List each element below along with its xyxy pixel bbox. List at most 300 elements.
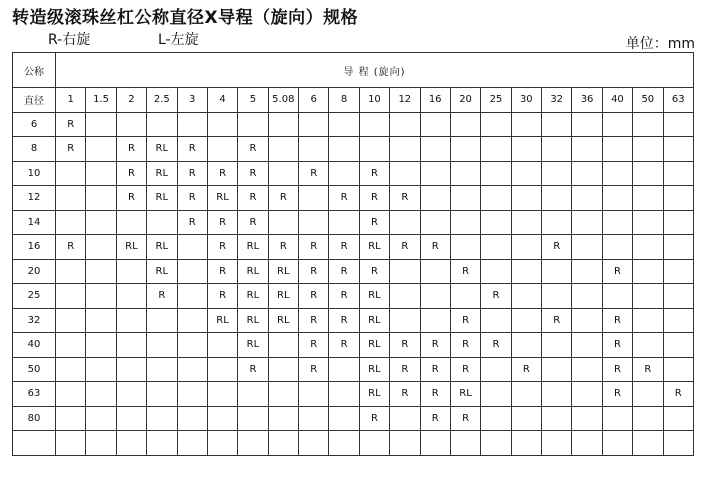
lead-group-header: 导 程 (旋向) xyxy=(56,53,694,88)
spec-cell: R xyxy=(602,357,632,382)
spec-cell xyxy=(602,137,632,162)
spec-cell xyxy=(177,284,207,309)
spec-cell: R xyxy=(420,357,450,382)
spec-cell: R xyxy=(56,235,86,260)
spec-cell xyxy=(147,406,177,431)
spec-cell xyxy=(268,357,298,382)
spec-cell xyxy=(572,431,602,456)
spec-cell: R xyxy=(238,137,268,162)
spec-cell: R xyxy=(481,284,511,309)
spec-cell: R xyxy=(299,259,329,284)
spec-cell xyxy=(511,112,541,137)
spec-cell: R xyxy=(329,284,359,309)
spec-cell: R xyxy=(238,210,268,235)
spec-cell: R xyxy=(602,308,632,333)
page-title: 转造级滚珠丝杠公称直径X导程（旋向）规格 xyxy=(12,8,359,28)
diameter-cell: 80 xyxy=(13,406,56,431)
diameter-cell: 14 xyxy=(13,210,56,235)
spec-cell: R xyxy=(299,161,329,186)
spec-cell xyxy=(177,235,207,260)
spec-cell xyxy=(511,333,541,358)
spec-cell xyxy=(572,259,602,284)
spec-cell: RL xyxy=(268,308,298,333)
spec-cell xyxy=(86,382,116,407)
spec-cell xyxy=(633,186,663,211)
spec-cell xyxy=(420,259,450,284)
spec-cell xyxy=(542,259,572,284)
spec-cell xyxy=(56,406,86,431)
spec-cell xyxy=(511,431,541,456)
spec-cell xyxy=(56,259,86,284)
spec-cell xyxy=(359,431,389,456)
spec-cell xyxy=(56,161,86,186)
spec-cell xyxy=(602,161,632,186)
spec-cell xyxy=(56,431,86,456)
spec-cell: R xyxy=(329,186,359,211)
spec-cell: R xyxy=(359,161,389,186)
spec-cell xyxy=(511,382,541,407)
spec-cell xyxy=(663,308,694,333)
spec-cell xyxy=(481,431,511,456)
spec-cell xyxy=(116,308,146,333)
spec-cell xyxy=(450,186,480,211)
spec-cell xyxy=(116,382,146,407)
spec-cell xyxy=(633,284,663,309)
spec-cell xyxy=(116,406,146,431)
spec-cell xyxy=(238,112,268,137)
lead-header-cell: 6 xyxy=(299,88,329,113)
spec-cell: R xyxy=(268,235,298,260)
spec-cell xyxy=(572,406,602,431)
spec-cell xyxy=(663,161,694,186)
spec-cell: R xyxy=(116,186,146,211)
spec-cell xyxy=(86,186,116,211)
spec-cell xyxy=(420,137,450,162)
spec-cell: R xyxy=(450,357,480,382)
spec-cell: R xyxy=(390,235,420,260)
lead-header-cell: 63 xyxy=(663,88,694,113)
spec-cell: R xyxy=(390,357,420,382)
spec-cell: RL xyxy=(238,284,268,309)
spec-cell xyxy=(299,210,329,235)
table-row xyxy=(13,431,694,456)
spec-cell xyxy=(177,406,207,431)
spec-cell: RL xyxy=(450,382,480,407)
spec-cell: R xyxy=(207,161,237,186)
spec-cell xyxy=(390,210,420,235)
spec-cell xyxy=(572,137,602,162)
spec-cell xyxy=(602,210,632,235)
spec-cell: RL xyxy=(116,235,146,260)
spec-cell xyxy=(633,161,663,186)
spec-cell xyxy=(116,357,146,382)
spec-cell xyxy=(390,431,420,456)
spec-cell xyxy=(481,137,511,162)
spec-cell xyxy=(633,382,663,407)
spec-cell xyxy=(329,137,359,162)
spec-cell xyxy=(268,382,298,407)
spec-cell xyxy=(602,431,632,456)
table-row xyxy=(13,382,694,407)
spec-cell xyxy=(602,186,632,211)
spec-cell xyxy=(572,333,602,358)
spec-cell xyxy=(511,137,541,162)
spec-cell xyxy=(299,406,329,431)
diameter-cell: 12 xyxy=(13,186,56,211)
spec-cell xyxy=(56,333,86,358)
spec-cell: R xyxy=(238,357,268,382)
spec-cell xyxy=(207,333,237,358)
spec-cell xyxy=(481,259,511,284)
spec-cell xyxy=(86,161,116,186)
spec-cell xyxy=(116,112,146,137)
spec-cell xyxy=(420,284,450,309)
spec-cell xyxy=(511,284,541,309)
spec-cell: R xyxy=(359,406,389,431)
spec-cell: RL xyxy=(359,333,389,358)
lead-header-cell: 36 xyxy=(572,88,602,113)
lead-header-cell: 12 xyxy=(390,88,420,113)
spec-cell xyxy=(329,406,359,431)
unit-label: 单位：mm xyxy=(625,36,695,52)
spec-cell: R xyxy=(299,235,329,260)
spec-cell: R xyxy=(511,357,541,382)
spec-cell xyxy=(420,431,450,456)
spec-cell xyxy=(329,112,359,137)
spec-cell: RL xyxy=(238,235,268,260)
spec-cell xyxy=(299,137,329,162)
spec-cell xyxy=(86,406,116,431)
spec-cell xyxy=(511,308,541,333)
spec-cell xyxy=(390,406,420,431)
spec-cell: RL xyxy=(359,382,389,407)
spec-cell xyxy=(268,431,298,456)
spec-cell: R xyxy=(116,137,146,162)
spec-cell xyxy=(663,210,694,235)
spec-cell xyxy=(207,137,237,162)
diameter-cell: 20 xyxy=(13,259,56,284)
spec-cell xyxy=(481,112,511,137)
spec-cell: R xyxy=(602,333,632,358)
spec-cell: R xyxy=(359,210,389,235)
corner-top-label: 公称 xyxy=(13,53,56,88)
spec-cell xyxy=(238,431,268,456)
spec-cell xyxy=(481,186,511,211)
spec-cell xyxy=(147,112,177,137)
spec-cell xyxy=(268,210,298,235)
diameter-cell: 40 xyxy=(13,333,56,358)
spec-cell xyxy=(481,161,511,186)
spec-cell xyxy=(177,112,207,137)
spec-cell: R xyxy=(481,333,511,358)
spec-cell xyxy=(633,431,663,456)
spec-cell xyxy=(572,235,602,260)
spec-cell: R xyxy=(420,333,450,358)
spec-cell xyxy=(420,161,450,186)
table-row xyxy=(13,284,694,309)
spec-cell xyxy=(481,210,511,235)
spec-cell xyxy=(542,431,572,456)
lead-header-cell: 1 xyxy=(56,88,86,113)
spec-cell xyxy=(56,284,86,309)
spec-cell xyxy=(420,210,450,235)
spec-cell xyxy=(56,308,86,333)
spec-cell xyxy=(542,161,572,186)
spec-cell xyxy=(177,259,207,284)
spec-cell xyxy=(511,235,541,260)
lead-header-cell: 25 xyxy=(481,88,511,113)
spec-cell xyxy=(299,431,329,456)
spec-cell xyxy=(207,431,237,456)
spec-cell: R xyxy=(420,406,450,431)
spec-cell xyxy=(86,235,116,260)
spec-cell xyxy=(299,382,329,407)
table-row xyxy=(13,406,694,431)
spec-cell: R xyxy=(177,161,207,186)
spec-cell xyxy=(147,382,177,407)
spec-cell: RL xyxy=(147,161,177,186)
spec-cell xyxy=(420,308,450,333)
spec-cell xyxy=(207,406,237,431)
corner-bottom-label: 直径 xyxy=(13,88,56,113)
spec-cell xyxy=(481,382,511,407)
spec-cell xyxy=(511,186,541,211)
table-row xyxy=(13,308,694,333)
spec-cell: R xyxy=(329,308,359,333)
table-row xyxy=(13,357,694,382)
spec-cell xyxy=(450,161,480,186)
spec-cell xyxy=(86,210,116,235)
spec-cell xyxy=(663,137,694,162)
table-row xyxy=(13,259,694,284)
spec-cell: R xyxy=(390,382,420,407)
spec-cell: R xyxy=(390,333,420,358)
spec-cell: R xyxy=(177,210,207,235)
spec-cell: R xyxy=(299,333,329,358)
spec-cell xyxy=(542,284,572,309)
spec-cell: R xyxy=(542,308,572,333)
spec-cell xyxy=(390,137,420,162)
table-row xyxy=(13,137,694,162)
lead-header-cell: 5 xyxy=(238,88,268,113)
spec-cell xyxy=(147,357,177,382)
lead-header-cell: 5.08 xyxy=(268,88,298,113)
lead-header-cell: 8 xyxy=(329,88,359,113)
diameter-cell xyxy=(13,431,56,456)
spec-cell xyxy=(147,431,177,456)
table-row xyxy=(13,112,694,137)
spec-cell: R xyxy=(56,112,86,137)
spec-cell xyxy=(329,382,359,407)
spec-cell xyxy=(86,431,116,456)
spec-cell: R xyxy=(299,284,329,309)
spec-cell xyxy=(147,308,177,333)
diameter-cell: 8 xyxy=(13,137,56,162)
spec-cell xyxy=(116,210,146,235)
spec-cell: R xyxy=(177,186,207,211)
lead-header-cell: 50 xyxy=(633,88,663,113)
spec-cell xyxy=(511,210,541,235)
spec-cell xyxy=(450,210,480,235)
spec-cell xyxy=(390,161,420,186)
spec-cell xyxy=(177,431,207,456)
spec-cell xyxy=(56,210,86,235)
spec-cell: R xyxy=(177,137,207,162)
spec-cell xyxy=(572,112,602,137)
spec-cell xyxy=(450,235,480,260)
table-row xyxy=(13,186,694,211)
lead-header-cell: 16 xyxy=(420,88,450,113)
spec-cell xyxy=(572,161,602,186)
spec-cell xyxy=(481,406,511,431)
spec-cell: R xyxy=(359,259,389,284)
spec-cell xyxy=(207,382,237,407)
spec-cell xyxy=(116,333,146,358)
spec-cell xyxy=(390,112,420,137)
diameter-cell: 6 xyxy=(13,112,56,137)
spec-cell xyxy=(420,112,450,137)
spec-cell xyxy=(450,431,480,456)
spec-cell xyxy=(663,112,694,137)
spec-cell xyxy=(329,431,359,456)
spec-cell xyxy=(359,137,389,162)
spec-cell xyxy=(542,112,572,137)
spec-cell xyxy=(86,284,116,309)
spec-cell xyxy=(268,333,298,358)
spec-cell xyxy=(450,137,480,162)
spec-cell: R xyxy=(238,186,268,211)
spec-cell: R xyxy=(147,284,177,309)
spec-cell: R xyxy=(238,161,268,186)
spec-cell xyxy=(329,357,359,382)
spec-cell xyxy=(542,382,572,407)
legend-left-hand: L-左旋 xyxy=(158,32,199,48)
lead-header-cell: 30 xyxy=(511,88,541,113)
spec-cell: R xyxy=(299,357,329,382)
spec-table xyxy=(12,52,694,456)
spec-cell: R xyxy=(359,186,389,211)
spec-cell: R xyxy=(420,382,450,407)
spec-cell xyxy=(572,210,602,235)
lead-header-cell: 3 xyxy=(177,88,207,113)
spec-cell xyxy=(481,235,511,260)
spec-cell xyxy=(86,308,116,333)
spec-cell: R xyxy=(390,186,420,211)
spec-cell xyxy=(299,186,329,211)
table-row xyxy=(13,235,694,260)
spec-cell: R xyxy=(420,235,450,260)
spec-cell xyxy=(420,186,450,211)
spec-cell: RL xyxy=(147,186,177,211)
spec-cell xyxy=(329,210,359,235)
spec-cell: R xyxy=(542,235,572,260)
lead-header-cell: 4 xyxy=(207,88,237,113)
spec-cell xyxy=(663,357,694,382)
spec-cell xyxy=(450,284,480,309)
spec-cell xyxy=(572,308,602,333)
spec-cell xyxy=(511,259,541,284)
spec-cell xyxy=(116,259,146,284)
spec-cell: R xyxy=(329,259,359,284)
spec-cell xyxy=(633,137,663,162)
spec-cell xyxy=(633,112,663,137)
spec-cell: R xyxy=(116,161,146,186)
spec-cell xyxy=(238,382,268,407)
spec-cell xyxy=(542,210,572,235)
spec-cell xyxy=(663,186,694,211)
table-row xyxy=(13,161,694,186)
spec-cell xyxy=(116,284,146,309)
spec-cell xyxy=(268,161,298,186)
spec-cell: RL xyxy=(147,259,177,284)
spec-cell: R xyxy=(207,284,237,309)
spec-cell xyxy=(663,431,694,456)
spec-cell: RL xyxy=(147,235,177,260)
spec-cell: RL xyxy=(268,284,298,309)
spec-cell xyxy=(329,161,359,186)
diameter-cell: 10 xyxy=(13,161,56,186)
spec-cell xyxy=(572,186,602,211)
spec-cell: RL xyxy=(268,259,298,284)
spec-cell xyxy=(602,112,632,137)
spec-cell: RL xyxy=(359,235,389,260)
spec-cell: RL xyxy=(207,308,237,333)
lead-header-cell: 10 xyxy=(359,88,389,113)
spec-cell xyxy=(542,357,572,382)
spec-cell: RL xyxy=(238,259,268,284)
spec-cell: R xyxy=(299,308,329,333)
spec-cell xyxy=(116,431,146,456)
spec-cell xyxy=(390,259,420,284)
diameter-cell: 32 xyxy=(13,308,56,333)
spec-cell xyxy=(542,186,572,211)
spec-cell: RL xyxy=(207,186,237,211)
spec-cell: R xyxy=(56,137,86,162)
spec-cell xyxy=(86,137,116,162)
spec-cell: R xyxy=(207,259,237,284)
spec-cell: R xyxy=(329,235,359,260)
spec-cell: R xyxy=(602,259,632,284)
spec-cell xyxy=(177,308,207,333)
spec-cell xyxy=(602,284,632,309)
spec-cell xyxy=(481,308,511,333)
legend-right-hand: R-右旋 xyxy=(48,32,91,48)
spec-cell xyxy=(86,112,116,137)
spec-cell xyxy=(511,161,541,186)
spec-cell xyxy=(633,308,663,333)
spec-table-body xyxy=(13,53,694,456)
spec-cell xyxy=(207,112,237,137)
spec-cell xyxy=(663,406,694,431)
spec-cell xyxy=(86,259,116,284)
spec-cell xyxy=(542,406,572,431)
spec-cell: R xyxy=(207,235,237,260)
diameter-cell: 16 xyxy=(13,235,56,260)
spec-cell xyxy=(511,406,541,431)
lead-header-cell: 40 xyxy=(602,88,632,113)
spec-cell: R xyxy=(602,382,632,407)
lead-header-cell: 20 xyxy=(450,88,480,113)
spec-cell: R xyxy=(268,186,298,211)
spec-cell: RL xyxy=(359,308,389,333)
spec-cell xyxy=(663,284,694,309)
spec-cell xyxy=(633,333,663,358)
spec-cell xyxy=(663,235,694,260)
spec-cell xyxy=(633,406,663,431)
table-row xyxy=(13,333,694,358)
spec-cell xyxy=(207,357,237,382)
lead-header-cell: 2.5 xyxy=(147,88,177,113)
